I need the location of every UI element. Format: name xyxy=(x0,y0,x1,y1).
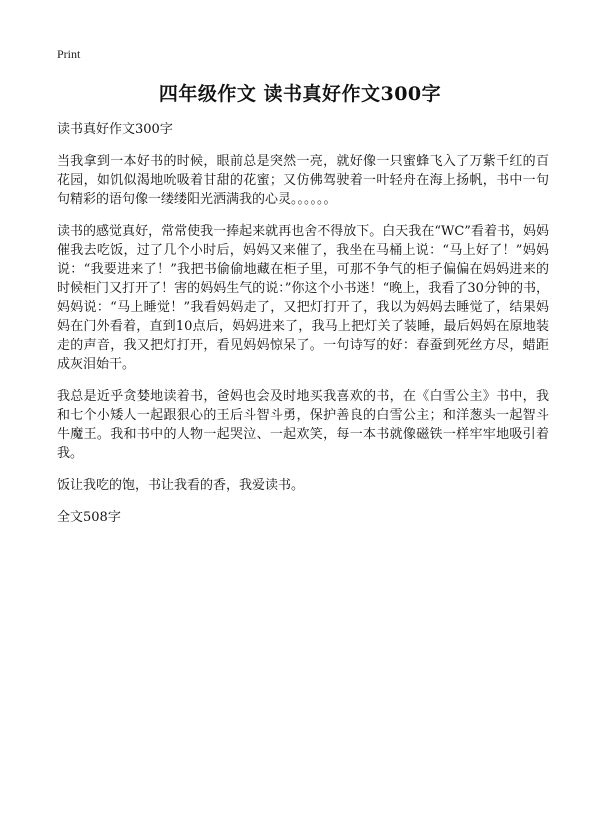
article-paragraph-2: 读书的感觉真好，常常使我一捧起来就再也舍不得放下。白天我在“WC”看着书，妈妈催我去吃饭，过了几个小时后，妈妈又来催了，我坐在马桶上说：“马上好了！”妈妈说：“我要进来了！”我把书偷偷地藏在柜子里，可那不争气的柜子偏偏在妈妈进来的时候柜门又打开了！害的妈妈生气的说：”你这个小书迷！“晚上，我看了30分钟的书，妈妈说：“马上睡觉！”我看妈妈走了，又把灯打开了，我以为妈妈去睡觉了，结果妈妈在门外看着，直到10点后，妈妈进来了，我马上把灯关了装睡，最后妈妈在原地装走的声音，我又把灯打开，看见妈妈惊呆了。一句诗写的好：春蚕到死丝方尽，蜡距成灰泪始干。 xyxy=(57,224,549,372)
article-paragraph-4: 饭让我吃的饱，书让我看的香，我爱读书。 xyxy=(57,478,305,493)
article-paragraph-3: 我总是近乎贪婪地读着书，爸妈也会及时地买我喜欢的书，在《白雪公主》书中，我和七个小矮人一起跟狠心的王后斗智斗勇，保护善良的白雪公主；和洋葱头一起智斗牛魔王。我和书中的人物一起哭泣、一起欢笑，每一本书就像磁铁一样牢牢地吸引着我。 xyxy=(57,389,549,461)
article-subtitle: 读书真好作文300字 xyxy=(57,122,173,137)
article-body xyxy=(57,120,549,540)
article-paragraph-1: 当我拿到一本好书的时候，眼前总是突然一亮，就好像一只蜜蜂飞入了万紫千红的百花园，如饥似渴地吮吸着甘甜的花蜜；又仿佛驾驶着一叶轻舟在海上扬帆，书中一句句精彩的语句像一缕缕阳光洒满我的心灵。。。。。。 xyxy=(57,154,549,207)
page-title: 四年级作文 读书真好作文300字 xyxy=(158,83,442,105)
word-count: 全文508字 xyxy=(57,510,121,525)
print-label[interactable]: Print xyxy=(57,47,81,61)
